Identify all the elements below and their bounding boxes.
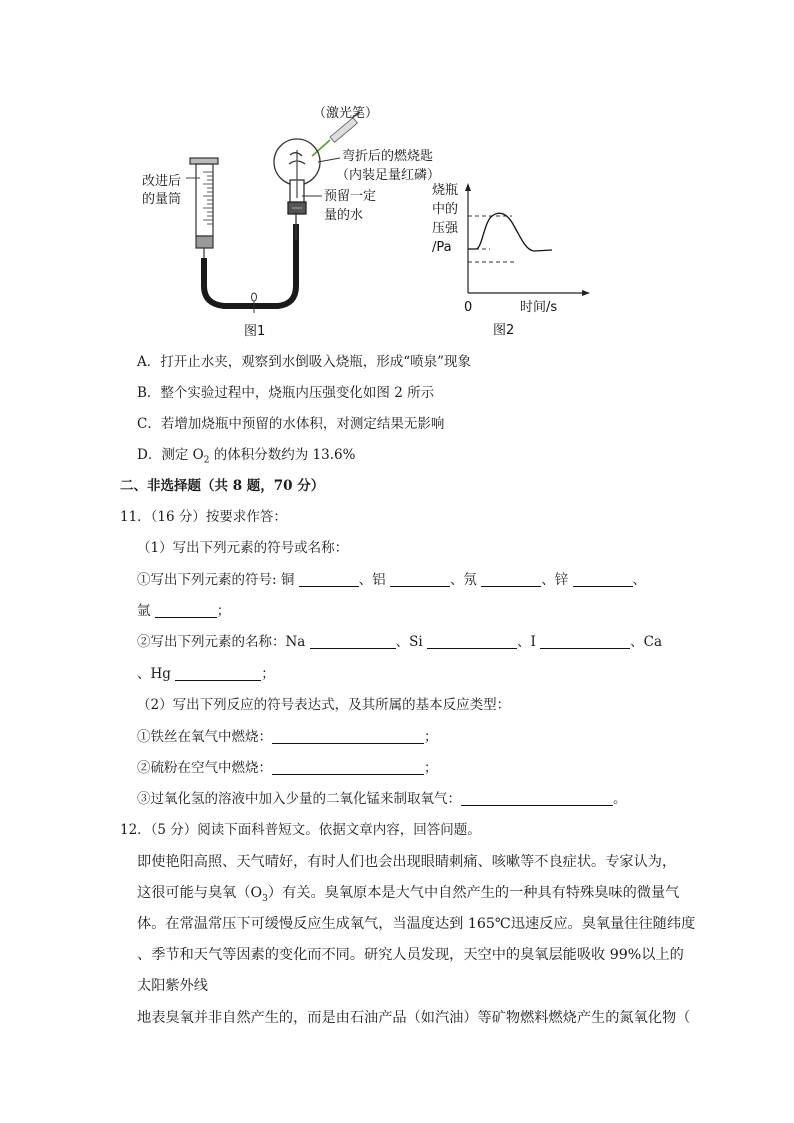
q11-r1: ①铁丝在氧气中燃烧：	[137, 729, 272, 745]
pressure-curve	[468, 213, 552, 251]
answer-blank-zinc[interactable]	[573, 572, 633, 587]
q11-l3-a: ②写出下列元素的名称：Na	[137, 634, 310, 650]
answer-blank-na[interactable]	[310, 634, 396, 649]
option-a: A．打开止水夹，观察到水倒吸入烧瓶，形成“喷泉”现象	[137, 354, 472, 370]
q11-l1-c: 、氖	[449, 572, 482, 588]
answer-blank-i[interactable]	[540, 634, 630, 649]
q11-l3-d: 、Ca	[630, 634, 663, 650]
q12-para-line-1: 即使艳阳高照、天气晴好，有时人们也会出现眼睛刺痛、咳嗽等不良症状。专家认为，	[137, 854, 677, 870]
q11-names-line	[137, 632, 662, 652]
option-d-sub: 2	[203, 455, 210, 466]
q11-part2: （2）写出下列反应的符号表达式，及其所属的基本反应类型：	[137, 697, 511, 713]
cylinder-label-2: 的量筒	[142, 192, 182, 207]
answer-blank-reaction-3[interactable]	[461, 791, 613, 806]
fig1-caption: 图1	[244, 324, 266, 339]
q12-para-line-2	[137, 883, 679, 909]
graph-origin: 0	[464, 300, 473, 315]
q11-l4-b: ；	[261, 666, 275, 682]
option-d-pre: D．测定 O	[137, 447, 204, 463]
ylabel-3: 压强	[432, 221, 459, 236]
q11-part1: （1）写出下列元素的符号或名称：	[137, 540, 349, 556]
spoon-label-2: （内装足量红磷）	[336, 168, 441, 183]
experiment-figure	[0, 0, 794, 350]
q11-reaction-3	[137, 789, 627, 809]
q11-l1-e: 、	[632, 572, 647, 588]
q12-l2-a: 这很可能与臭氧（O	[137, 885, 263, 901]
q11-l3-c: 、I	[517, 634, 541, 650]
q12-para-line-3: 体。在常温常压下可缓慢反应生成氧气，当温度达到 165℃迅速反应。臭氧量往往随纬度	[137, 916, 696, 932]
q11-r3-end: 。	[613, 791, 627, 807]
q11-l3-b: 、Si	[395, 634, 428, 650]
q11-l2-a: 氩	[137, 603, 155, 619]
q11-r2-end: ；	[424, 760, 438, 776]
graduated-cylinder	[190, 158, 218, 262]
q11-symbols-line-2	[137, 601, 230, 621]
answer-blank-aluminum[interactable]	[390, 572, 450, 587]
q12-para-line-4: 、季节和天气等因素的变化而不同。研究人员发现，天空中的臭氧层能吸收 99%以上的	[137, 947, 684, 963]
q11-l4-a: 、Hg	[137, 666, 176, 682]
fig2-caption: 图2	[493, 323, 515, 338]
option-b: B．整个实验过程中，烧瓶内压强变化如图 2 所示	[137, 385, 435, 401]
water-label-1: 预留一定	[324, 189, 377, 204]
ylabel-1: 烧瓶	[432, 183, 459, 198]
q11-reaction-1	[137, 727, 438, 747]
q12-para-line-6: 地表臭氧并非自然产生的，而是由石油产品（如汽油）等矿物燃料燃烧产生的氮氧化物（	[137, 1010, 691, 1026]
q11-r1-end: ；	[424, 729, 438, 745]
q12-para-line-5: 太阳紫外线	[137, 978, 208, 994]
pressure-graph	[465, 183, 590, 296]
q12-l2-sub: 3	[262, 893, 268, 904]
cylinder-label-1: 改进后	[142, 174, 182, 189]
q11-l1-a: ①写出下列元素的符号: 铜	[137, 572, 299, 588]
answer-blank-reaction-2[interactable]	[272, 760, 424, 775]
q11-symbols-line	[137, 570, 646, 590]
ylabel-2: 中的	[432, 202, 459, 217]
answer-blank-copper[interactable]	[299, 572, 359, 587]
answer-blank-hg[interactable]	[175, 666, 261, 681]
spoon-label-1: 弯折后的燃烧匙	[342, 149, 434, 164]
answer-blank-si[interactable]	[427, 634, 517, 649]
q12-head: 12．（5 分）阅读下面科普短文。依据文章内容，回答问题。	[120, 822, 481, 838]
option-d	[137, 445, 355, 471]
q11-r3: ③过氧化氢的溶液中加入少量的二氧化锰来制取氧气：	[137, 791, 461, 807]
q11-l1-d: 、锌	[541, 572, 573, 588]
option-c: C．若增加烧瓶中预留的水体积，对测定结果无影响	[137, 416, 445, 432]
water-label-2: 量的水	[324, 208, 364, 223]
option-d-post: 的体积分数约为 13.6%	[209, 447, 356, 463]
section-heading: 二、非选择题（共 8 题，70 分）	[120, 478, 325, 494]
answer-blank-argon[interactable]	[155, 603, 217, 618]
rubber-tube	[204, 224, 296, 306]
q11-head: 11．（16 分）按要求作答：	[120, 509, 287, 525]
q12-l2-b: ）有关。臭氧原本是大气中自然产生的一种具有特殊臭味的微量气	[267, 885, 680, 901]
q11-l2-b: ；	[216, 603, 231, 619]
answer-blank-reaction-1[interactable]	[272, 729, 424, 744]
q11-l1-b: 、铝	[358, 572, 390, 588]
laser-label: （激光笔）	[313, 106, 379, 121]
q11-r2: ②硫粉在空气中燃烧：	[137, 760, 272, 776]
ylabel-4: /Pa	[432, 240, 452, 255]
xlabel: 时间/s	[520, 300, 558, 315]
q11-names-line-2	[137, 664, 275, 684]
q11-reaction-2	[137, 758, 438, 778]
flask	[274, 139, 320, 214]
answer-blank-neon[interactable]	[481, 572, 541, 587]
